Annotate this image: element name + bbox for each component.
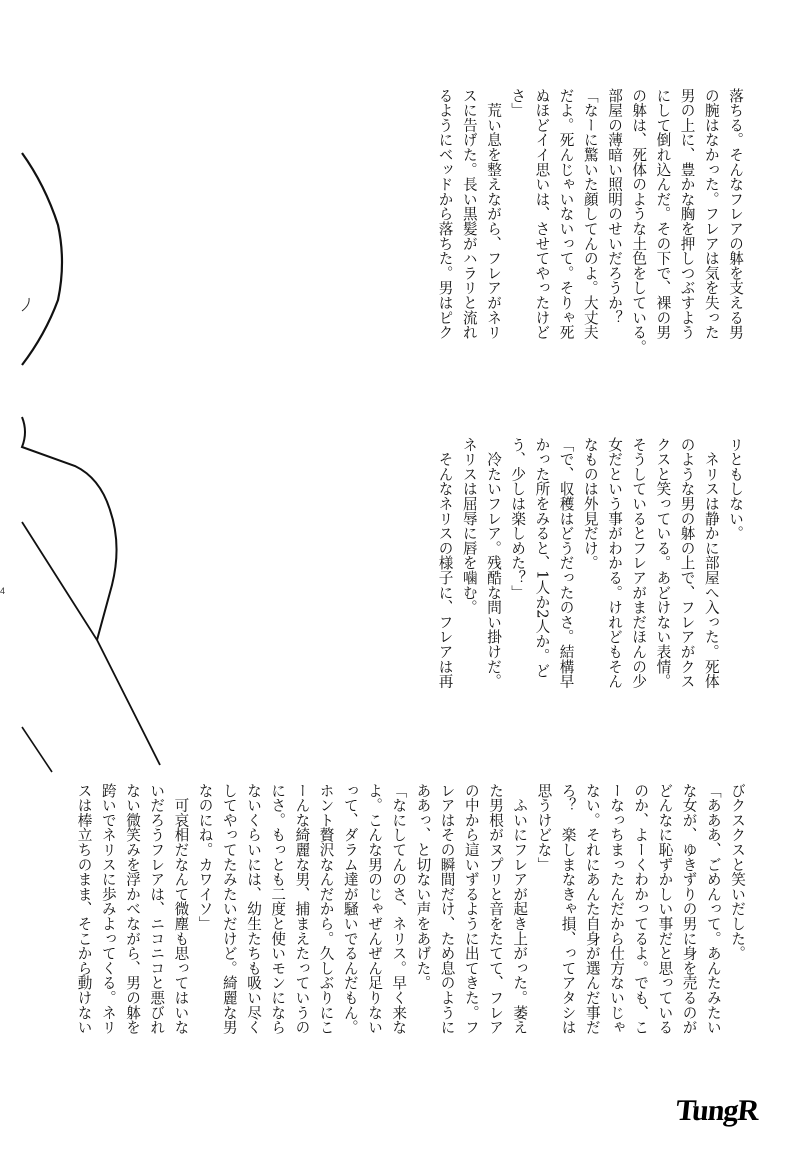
text-column: スに告げた。長い黒髪がハラリと流れ xyxy=(460,88,478,340)
page-number: 4 xyxy=(0,586,6,596)
text-column: スは棒立ちのまま、そこから動けない xyxy=(75,783,93,1035)
text-column: どんなに恥ずかしい事だと思っている xyxy=(656,783,674,1035)
text-column: そうしているとフレアがまだほんの少 xyxy=(630,437,648,689)
text-column: いだろうフレアは、ニコニコと悪びれ xyxy=(148,783,166,1035)
text-column: そんなネリスの様子に、フレアは再 xyxy=(436,437,454,689)
text-column: ネリスは屈辱に唇を噛む。 xyxy=(460,437,478,615)
text-column: の躰は、死体のような土色をしている。 xyxy=(630,88,648,355)
line-art-illustration xyxy=(0,0,200,800)
text-column: ないくらいには、幼生たちも吸い尽く xyxy=(245,783,262,1035)
illustration-diagonal xyxy=(22,522,160,765)
text-column: 冷たいフレア。残酷な問い掛けだ。 xyxy=(485,437,502,689)
text-column: ろ？ 楽しまなきゃ損、ってアタシは xyxy=(559,783,577,1035)
text-column: にして倒れ込んだ。その下で、裸の男 xyxy=(654,88,672,340)
text-column: の腕はなかった。フレアは気を失った xyxy=(702,88,720,340)
text-column: ネリスは静かに部屋へ入った。死体 xyxy=(702,437,720,689)
text-column: ーなっちまったんだから仕方ないじゃ xyxy=(608,783,625,1035)
illustration-mark xyxy=(22,298,29,311)
text-column: してやってたみたいだけど。綺麗な男 xyxy=(220,783,238,1035)
text-column: な女が、ゆきずりの男に身を売るのが xyxy=(680,783,698,1035)
text-column: 男の上に、豊かな胸を押しつぶすよう xyxy=(678,88,696,340)
text-column: なものは外見だけ。 xyxy=(581,437,599,571)
text-column: 部屋の薄暗い照明のせいだろうか？ xyxy=(606,88,623,325)
text-column: かった所をみると、1人か2人か。ど xyxy=(533,437,551,678)
text-column: 跨いでネリスに歩みよってくる。ネリ xyxy=(99,783,117,1035)
text-column: のような男の躰の上で、フレアがクス xyxy=(678,437,696,689)
text-column: 荒い息を整えながら、フレアがネリ xyxy=(485,88,502,340)
text-column: 女だという事がわかる。けれどもそん xyxy=(606,437,623,689)
text-column: ぬほどイイ思いは、させてやったけど xyxy=(533,88,551,340)
text-column: 「で、収穫はどうだったのさ。結構早 xyxy=(557,437,575,689)
text-column: 「なにしてんのさ、ネリス。早く来な xyxy=(390,783,408,1035)
text-column: だよ。死んじゃいないって。そりゃ死 xyxy=(557,88,575,340)
illustration-arc xyxy=(22,153,62,365)
text-column: クスと笑っている。あどけない表情。 xyxy=(654,437,672,689)
text-column: レアはその瞬間だけ、ため息のように xyxy=(438,783,456,1035)
text-column: よ。こんな男のじゃぜんぜん足りない xyxy=(366,783,383,1035)
text-column: の中から這いずるように出てきた。フ xyxy=(462,783,480,1035)
text-column: なのにね。カワイソ」 xyxy=(196,783,214,931)
text-column: 思うけどな」 xyxy=(535,783,553,872)
text-column: るようにベッドから落ちた。男はピク xyxy=(436,88,454,340)
text-column: 「あああ、ごめんって。あんたみたい xyxy=(704,783,722,1035)
text-column: リともしない。 xyxy=(727,437,744,541)
text-column: ふいにフレアが起き上がった。萎え xyxy=(511,783,529,1035)
text-column: さ」 xyxy=(509,88,527,118)
text-column: ホント贅沢なんだから。久しぶりにこ xyxy=(317,783,335,1035)
text-column: のか、よーくわかってるよ。でも、こ xyxy=(632,783,650,1035)
text-column: びクスクスと笑いだした。 xyxy=(729,783,746,961)
illustration-short-line xyxy=(22,727,52,772)
text-column: 「なーに驚いた顔してんのよ。大丈夫 xyxy=(581,88,599,340)
text-column: う、少しは楽しめた？」 xyxy=(509,437,527,600)
text-column: 可哀相だなんて微塵も思ってはいな xyxy=(172,783,190,1035)
text-column: にさ。もっとも二度と使いモンになら xyxy=(269,783,287,1035)
text-column: ああっ、と切ない声をあげた。 xyxy=(414,783,432,991)
circle-logo: TungR xyxy=(674,1094,761,1127)
text-column: ない微笑みを浮かべながら、男の躰を xyxy=(124,783,141,1035)
illustration-body-curve xyxy=(22,417,117,640)
text-column: って、ダラム達が騒いでるんだもん。 xyxy=(341,783,359,1035)
text-column: ない。それにあんた自身が選んだ事だ xyxy=(583,783,601,1035)
text-column: ーんな綺麗な男、捕まえたっていうの xyxy=(293,783,311,1035)
text-column: 落ちる。そんなフレアの躰を支える男 xyxy=(727,88,744,340)
text-column: た男根がヌプリと音をたてて、フレア xyxy=(487,783,504,1035)
